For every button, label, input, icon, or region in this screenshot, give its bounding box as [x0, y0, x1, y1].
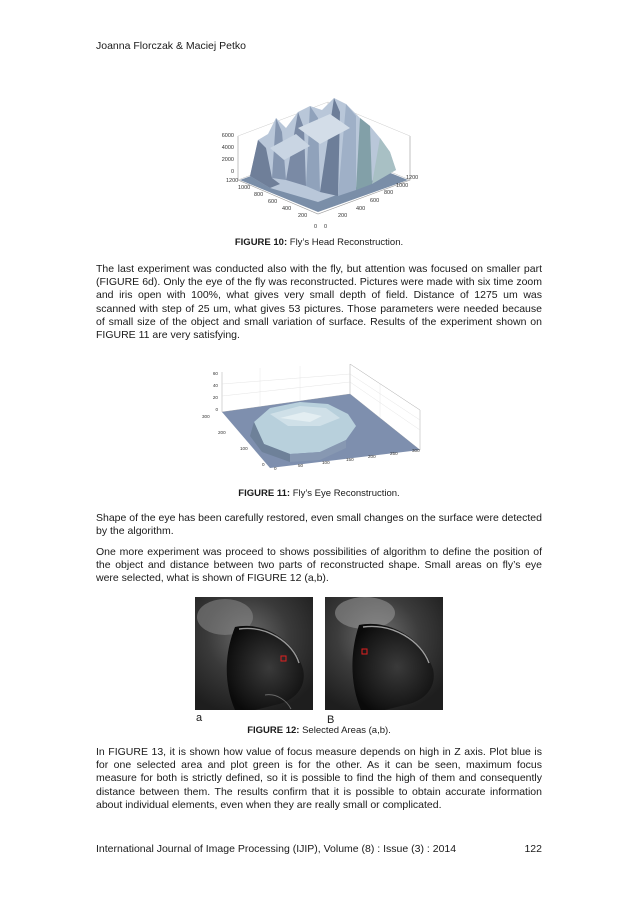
journal-citation: International Journal of Image Processing (IJIP), Volume (8) : Issue (3) : 2014: [96, 843, 457, 855]
figure-12-caption-text: Selected Areas (a,b).: [302, 725, 391, 736]
right-axis-tick: 50: [298, 463, 304, 468]
left-axis-tick: 200: [298, 213, 308, 219]
right-axis-tick: 1000: [396, 183, 409, 189]
right-axis-tick: 150: [346, 457, 354, 462]
right-axis-tick: 800: [384, 190, 394, 196]
page-number: 122: [524, 843, 542, 855]
left-axis-tick: 300: [202, 414, 210, 419]
left-axis-tick: 1200: [226, 178, 239, 184]
body-paragraph-3: One more experiment was proceed to shows possibilities of algorithm to define the position of the object and distance between two parts of reconstructed shape. Small areas on fly’s eye were selected, what is shown of FIGURE 12 (a,b).: [96, 546, 542, 585]
right-axis-tick: 200: [368, 454, 376, 459]
right-axis-tick: 1200: [406, 175, 419, 181]
left-axis-tick: 600: [268, 199, 278, 205]
figure-12a-label: a: [196, 712, 203, 724]
right-axis-tick: 200: [338, 213, 348, 219]
figure-11-surface-svg: [200, 364, 432, 474]
figure-12b-label: B: [327, 714, 335, 726]
body-paragraph-2: Shape of the eye has been carefully restored, even small changes on the surface were detected by the algorithm.: [96, 512, 542, 538]
left-axis-tick: 200: [218, 430, 226, 435]
figure-11-plot: [200, 364, 432, 474]
figure-10-label: FIGURE 10:: [234, 237, 288, 248]
figure-11-caption-text: Fly’s Eye Reconstruction.: [292, 488, 400, 499]
left-axis-tick: 100: [240, 446, 248, 451]
right-axis-tick: 400: [356, 206, 366, 212]
z-tick: 60: [212, 371, 218, 376]
left-axis-tick: 0: [262, 462, 265, 467]
running-header: Joanna Florczak & Maciej Petko: [96, 40, 246, 52]
right-axis-tick: 0: [324, 224, 328, 230]
right-axis-tick: 0: [274, 466, 277, 471]
body-paragraph-4: In FIGURE 13, it is shown how value of focus measure depends on high in Z axis. Plot blue is for one selected area and plot green is for the other. As it can be seen, maximum focus measure for both is strictly defined, so it is possible to find the high of them and consequently distance between them. The results confirm that it is possible to obtain accurate information about individual elements, even when they are really small or complicated.: [96, 746, 542, 811]
left-axis-tick: 0: [314, 224, 318, 230]
figure-12-label: FIGURE 12:: [247, 725, 300, 736]
z-tick: 20: [212, 395, 218, 400]
figure-12-caption: [0, 725, 638, 736]
fly-eye-image-b: [325, 597, 443, 710]
right-axis-tick: 300: [412, 448, 420, 453]
figure-10-caption-text: Fly’s Head Reconstruction.: [289, 237, 404, 248]
z-tick: 6000: [221, 133, 234, 139]
z-tick: 0: [230, 169, 234, 175]
right-axis-tick: 250: [390, 451, 398, 456]
left-axis-tick: 400: [282, 206, 292, 212]
figure-11-caption: [0, 488, 638, 499]
figure-10-plot: [210, 88, 430, 234]
figure-11-label: FIGURE 11:: [238, 488, 291, 499]
right-axis-tick: 600: [370, 198, 380, 204]
z-tick: 4000: [221, 145, 234, 151]
z-tick: 0: [215, 407, 218, 412]
left-axis-tick: 1000: [238, 185, 251, 191]
figure-10-caption: [0, 237, 638, 248]
figure-10-surface-svg: [210, 88, 430, 234]
page-footer: [96, 843, 542, 855]
right-axis-tick: 100: [322, 460, 330, 465]
z-tick: 40: [212, 383, 218, 388]
fly-eye-image-a: [195, 597, 313, 710]
body-paragraph-1: The last experiment was conducted also with the fly, but attention was focused on smaller part (FIGURE 6d). Only the eye of the fly was reconstructed. Pictures were made with six time zoom and iris open with 100%, what gives very small depth of field. Distance of 1275 um was scanned with step of 25 um, what gives 53 pictures. Those parameters were needed because of small size of the object and small variation of surface. Results of the experiment shown on FIGURE 11 are very satisfying.: [96, 263, 542, 342]
left-axis-tick: 800: [254, 192, 264, 198]
figure-12b-photo: [325, 597, 443, 710]
figure-12a-photo: [195, 597, 313, 710]
z-tick: 2000: [221, 157, 234, 163]
